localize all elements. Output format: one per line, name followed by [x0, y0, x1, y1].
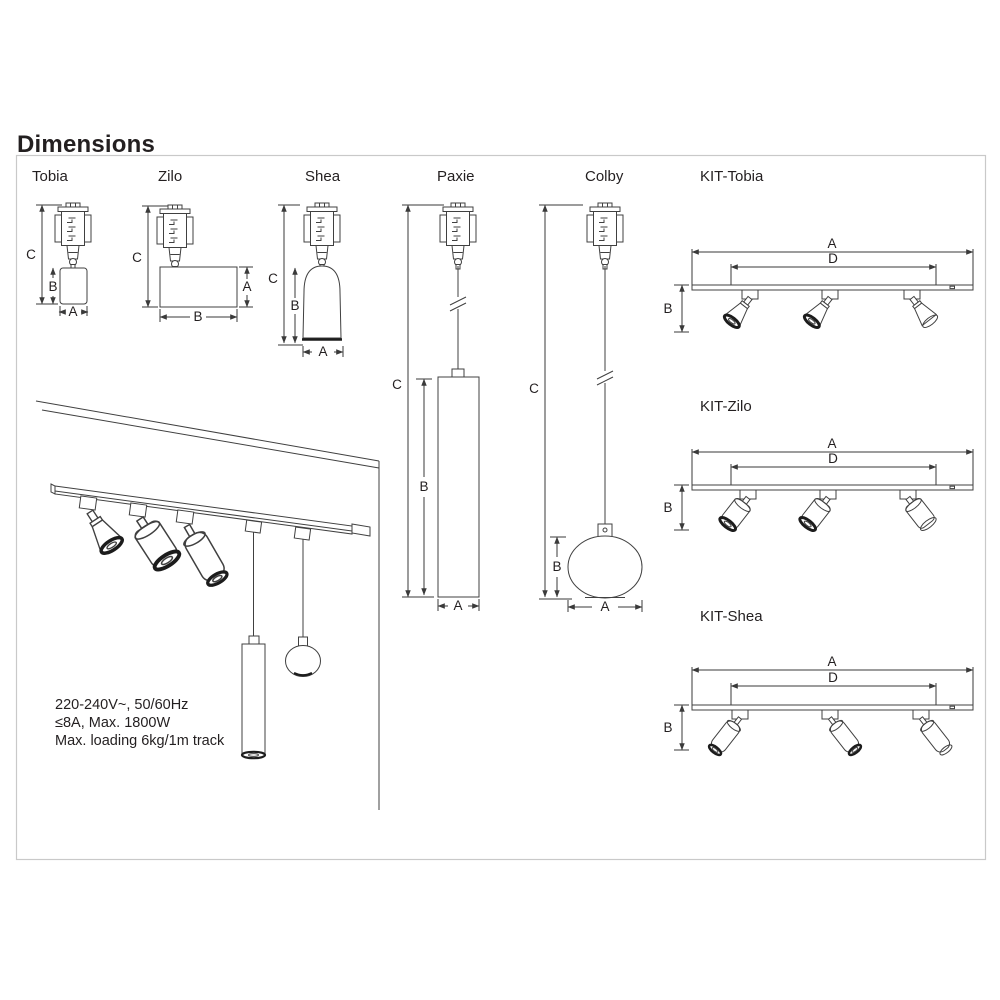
spotlight-head — [707, 713, 746, 757]
spotlight-head — [824, 713, 863, 757]
label-zilo: Zilo — [158, 168, 183, 185]
zilo-body — [160, 267, 237, 307]
dim-b-kit-tobia: B — [663, 301, 673, 316]
label-shea: Shea — [305, 168, 341, 185]
drawing-zilo — [132, 168, 253, 324]
track-adapter-icon — [157, 205, 193, 271]
dim-a-paxie: A — [453, 598, 463, 613]
label-tobia: Tobia — [32, 168, 68, 185]
dim-a-shea: A — [318, 344, 328, 359]
drawing-kit-zilo — [663, 398, 973, 533]
page-title: Dimensions — [17, 131, 156, 158]
track-bar — [692, 705, 973, 710]
spotlight-head — [128, 511, 182, 573]
dim-a-tobia: A — [68, 304, 78, 319]
pendant-ball — [286, 527, 321, 676]
spec-current: ≤8A, Max. 1800W — [55, 715, 171, 731]
drawing-paxie — [392, 168, 479, 613]
shea-body — [303, 266, 341, 338]
label-kit-shea: KIT-Shea — [700, 608, 763, 625]
dim-b-tobia: B — [48, 279, 58, 294]
label-colby: Colby — [585, 168, 624, 185]
track-adapter-icon — [440, 203, 476, 269]
dim-a-kit-tobia: A — [827, 236, 837, 251]
dim-b-colby: B — [552, 559, 562, 574]
spotlight-head — [177, 520, 230, 589]
track-adapter-icon — [55, 203, 91, 269]
drawing-colby — [529, 168, 642, 614]
paxie-body — [438, 377, 479, 597]
drawing-kit-tobia — [663, 168, 973, 332]
track-bar — [692, 285, 973, 290]
dim-a-colby: A — [600, 599, 610, 614]
track-adapter-icon — [587, 203, 623, 269]
dim-b-paxie: B — [419, 479, 429, 494]
dim-a-kit-zilo: A — [827, 436, 837, 451]
dim-d-kit-shea: D — [828, 670, 838, 685]
dim-d-kit-zilo: D — [828, 451, 838, 466]
label-kit-zilo: KIT-Zilo — [700, 398, 752, 415]
dim-d-kit-tobia: D — [828, 251, 838, 266]
spotlight-head — [80, 505, 125, 556]
dim-b-kit-shea: B — [663, 720, 673, 735]
dim-c-zilo: C — [132, 250, 142, 265]
dim-c-paxie: C — [392, 377, 402, 392]
colby-body — [568, 536, 642, 598]
dim-b-kit-zilo: B — [663, 500, 673, 515]
dim-c-tobia: C — [26, 247, 36, 262]
dim-a-kit-shea: A — [827, 654, 837, 669]
pendant-tube — [242, 520, 265, 758]
dim-c-colby: C — [529, 381, 539, 396]
label-paxie: Paxie — [437, 168, 475, 185]
drawing-kit-shea — [663, 608, 973, 757]
tobia-body — [60, 268, 87, 304]
drawing-shea — [268, 168, 343, 359]
spec-loading: Max. loading 6kg/1m track — [55, 733, 225, 749]
track-adapter-icon — [304, 203, 340, 269]
specs — [55, 697, 225, 749]
dim-b-zilo: B — [193, 309, 203, 324]
track-bar — [692, 485, 973, 490]
dim-a-zilo: A — [242, 279, 252, 294]
installation-illustration — [36, 401, 379, 810]
label-kit-tobia: KIT-Tobia — [700, 168, 764, 185]
ceiling-edge — [36, 401, 379, 461]
spec-voltage: 220-240V~, 50/60Hz — [55, 697, 189, 713]
spotlight-head — [915, 713, 954, 757]
dim-b-shea: B — [290, 298, 300, 313]
drawing-tobia — [26, 168, 91, 319]
dim-c-shea: C — [268, 271, 278, 286]
